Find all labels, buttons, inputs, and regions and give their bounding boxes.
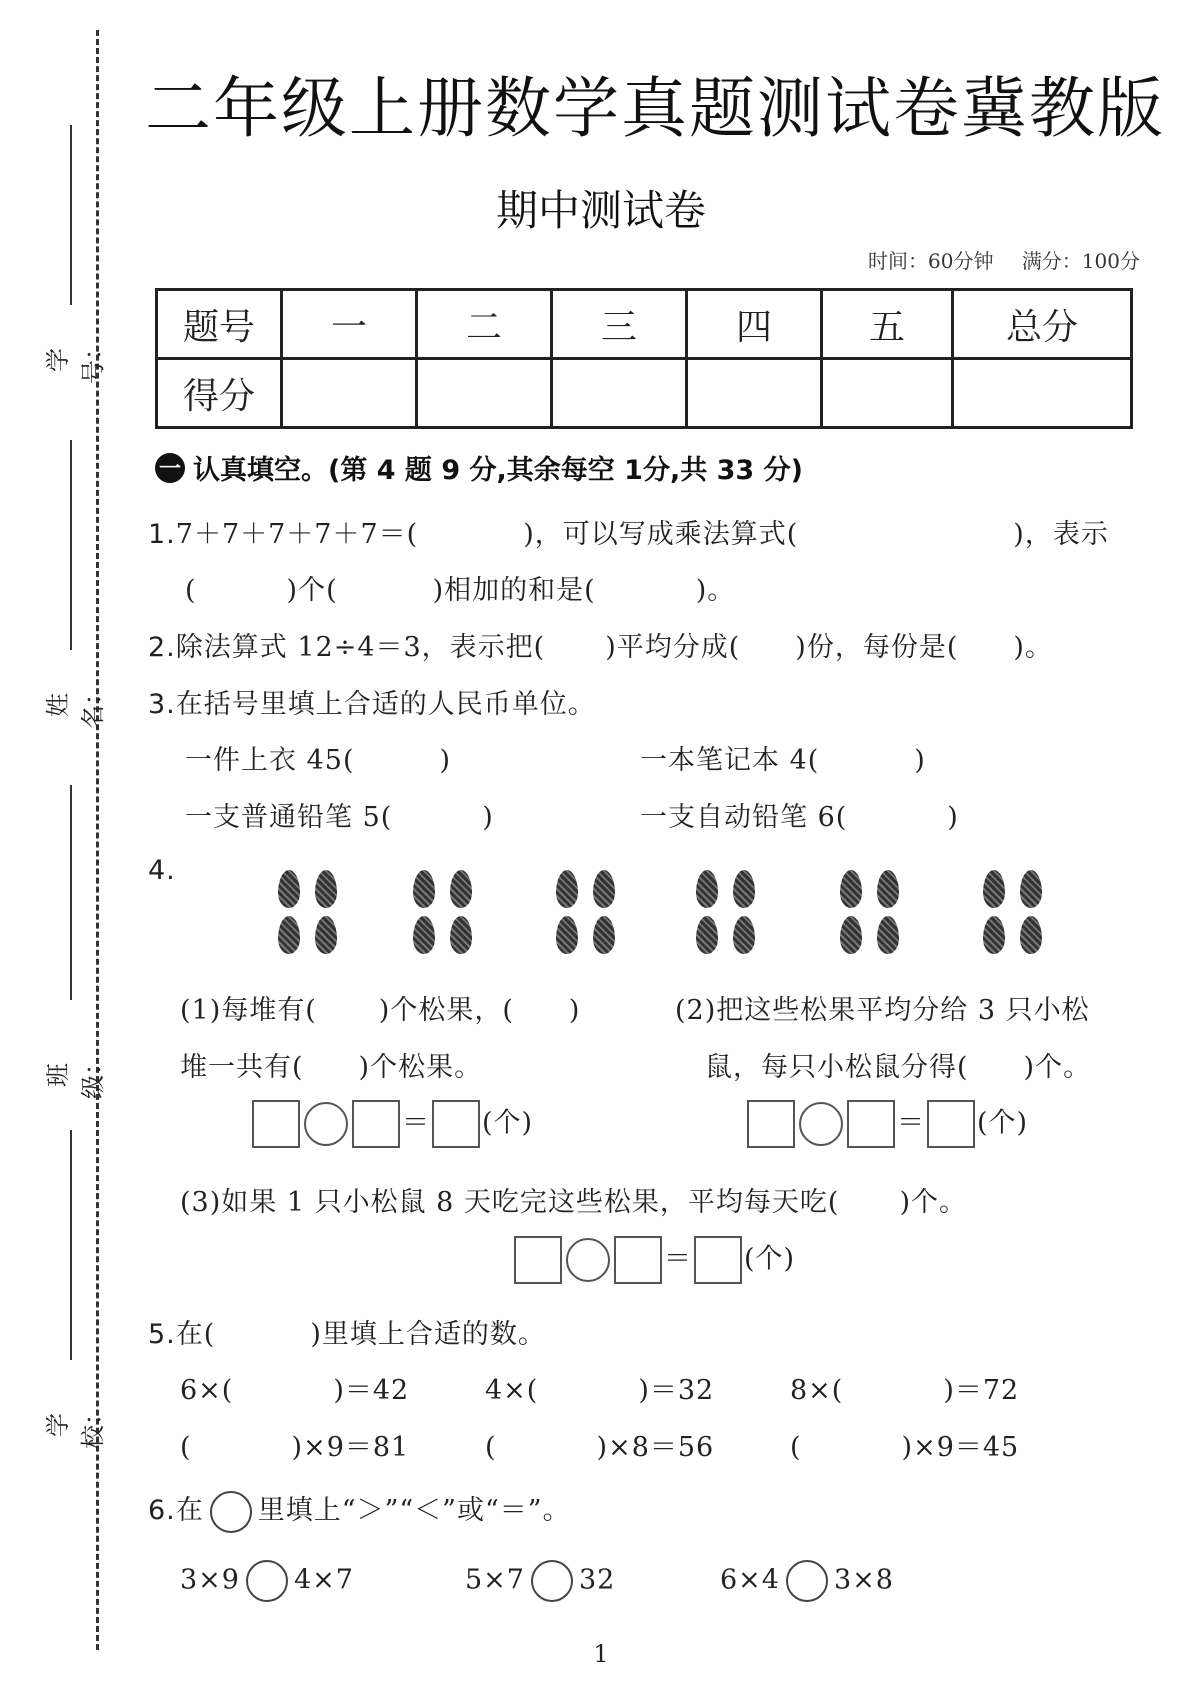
page-subtitle: 期中测试卷 xyxy=(495,186,706,235)
full-score: 满分：100分 xyxy=(1021,249,1140,273)
q3-item-1 xyxy=(185,738,451,777)
q6-text: 在 xyxy=(175,1495,204,1526)
q5-text: )×9＝81 xyxy=(291,1432,410,1463)
score-cell[interactable] xyxy=(417,359,552,428)
pinecone-icon xyxy=(593,916,615,954)
q6-item-3 xyxy=(720,1560,894,1602)
table-header-cell: 一 xyxy=(282,290,417,359)
q3-item-text: ) xyxy=(482,802,494,833)
q5-text: )＝42 xyxy=(333,1375,410,1406)
pinecone-pile xyxy=(837,870,907,960)
time-limit: 时间：60分钟 xyxy=(868,249,994,273)
unit-label: (个) xyxy=(977,1107,1029,1139)
school-label: 学校： xyxy=(44,1401,107,1449)
q5-text: )×8＝56 xyxy=(596,1432,715,1463)
question-number: 2. xyxy=(148,632,176,663)
table-header-cell: 总分 xyxy=(953,290,1132,359)
name-line xyxy=(70,440,72,650)
pinecone-pile xyxy=(275,870,345,960)
table-row-label: 得分 xyxy=(157,359,282,428)
q6-text: 3×9 xyxy=(180,1564,240,1596)
q1-text: )个( xyxy=(286,575,338,606)
q3-text: 在括号里填上合适的人民币单位。 xyxy=(175,689,596,720)
q6-text: 5×7 xyxy=(465,1564,525,1596)
table-header-cell: 二 xyxy=(417,290,552,359)
q4-text: )个松果，( xyxy=(378,995,514,1026)
q4-text: ) xyxy=(568,995,581,1026)
score-cell[interactable] xyxy=(953,359,1132,428)
q2-text: )份，每份是( xyxy=(795,632,959,663)
pinecone-icon xyxy=(1020,916,1042,954)
table-header-cell: 四 xyxy=(687,290,822,359)
q2-text: )平均分成( xyxy=(605,632,741,663)
pinecone-icon xyxy=(840,870,862,908)
answer-box[interactable] xyxy=(694,1236,742,1284)
section-heading xyxy=(155,448,803,487)
q3-item-text: 一本笔记本 4( xyxy=(640,745,820,776)
q3-item-text: ) xyxy=(439,745,452,776)
q5-text: )×9＝45 xyxy=(901,1432,1020,1463)
pinecone-icon xyxy=(733,870,755,908)
answer-box[interactable] xyxy=(514,1236,562,1284)
q4-part-2-line-1 xyxy=(675,988,1090,1027)
q3-item-4 xyxy=(640,795,959,834)
pinecone-pile xyxy=(553,870,623,960)
question-4 xyxy=(148,855,176,886)
unit-label: (个) xyxy=(482,1107,534,1139)
q5-text: ( xyxy=(485,1432,497,1463)
question-number: 4. xyxy=(148,855,176,886)
pinecone-pile xyxy=(980,870,1050,960)
q5-row-2-item-1 xyxy=(180,1425,409,1464)
pinecone-icon xyxy=(413,916,435,954)
question-6 xyxy=(148,1488,571,1533)
answer-box[interactable] xyxy=(432,1100,480,1148)
score-table-header-row xyxy=(157,290,1132,359)
q6-text: 32 xyxy=(578,1564,616,1596)
student-id-label: 学号： xyxy=(44,336,107,384)
q6-text: 3×8 xyxy=(833,1564,894,1596)
q4-text: )个。 xyxy=(1023,1052,1092,1083)
q4-part-2-line-2 xyxy=(705,1045,1091,1084)
score-cell[interactable] xyxy=(282,359,417,428)
section-marker: 一 xyxy=(155,453,185,483)
pinecone-icon xyxy=(733,916,755,954)
operator-circle[interactable] xyxy=(304,1102,348,1146)
pinecone-icon xyxy=(556,916,578,954)
q1-text: 7＋7＋7＋7＋7＝( xyxy=(175,519,419,550)
q3-item-text: 一支自动铅笔 6( xyxy=(640,802,848,833)
pinecone-icon xyxy=(278,916,300,954)
question-number: 1. xyxy=(148,519,176,550)
pinecone-icon xyxy=(315,870,337,908)
pinecone-icon xyxy=(556,870,578,908)
pinecone-icon xyxy=(696,870,718,908)
answer-box[interactable] xyxy=(252,1100,300,1148)
q4-part-1-line-2 xyxy=(180,1045,482,1084)
q6-text: 里填上“＞”“＜”或“＝”。 xyxy=(257,1495,571,1526)
question-1-line-2 xyxy=(185,568,735,607)
q3-item-3 xyxy=(185,795,494,834)
q5-text: ( xyxy=(790,1432,802,1463)
q6-text: 6×4 xyxy=(720,1564,780,1596)
question-3 xyxy=(148,682,596,721)
pinecone-icon xyxy=(315,916,337,954)
q5-text: )＝32 xyxy=(638,1375,715,1406)
q5-text: )＝72 xyxy=(943,1375,1020,1406)
question-1-line-1 xyxy=(148,512,1109,551)
operator-circle[interactable] xyxy=(799,1102,843,1146)
section-title: 认真填空。(第 4 题 9 分,其余每空 1分,共 33 分) xyxy=(193,455,803,486)
q4-text: (2)把这些松果平均分给 3 只小松 xyxy=(675,995,1090,1026)
score-table-score-row xyxy=(157,359,1132,428)
equals-sign: ＝ xyxy=(402,1107,430,1139)
pinecone-pile xyxy=(693,870,763,960)
q4-text: 鼠，每只小松鼠分得( xyxy=(705,1052,969,1083)
q1-text: )相加的和是( xyxy=(432,575,596,606)
score-cell[interactable] xyxy=(822,359,953,428)
pinecone-icon xyxy=(877,916,899,954)
q3-item-text: 一件上衣 45( xyxy=(185,745,355,776)
compare-circle[interactable] xyxy=(786,1560,828,1602)
equals-sign: ＝ xyxy=(897,1107,925,1139)
q4-equation-1 xyxy=(250,1100,533,1148)
q4-text: (1)每堆有( xyxy=(180,995,317,1026)
pinecone-icon xyxy=(413,870,435,908)
q5-row-1-item-2 xyxy=(485,1368,714,1407)
q5-text: ( xyxy=(180,1432,192,1463)
compare-circle[interactable] xyxy=(246,1560,288,1602)
exam-meta xyxy=(846,245,1140,274)
pinecone-icon xyxy=(840,916,862,954)
q5-row-2-item-3 xyxy=(790,1425,1019,1464)
table-header-cell: 五 xyxy=(822,290,953,359)
pinecone-pile xyxy=(410,870,480,960)
equals-sign: ＝ xyxy=(664,1243,692,1275)
q5-text: 6×( xyxy=(180,1375,234,1406)
question-number: 3. xyxy=(148,689,176,720)
compare-circle[interactable] xyxy=(531,1560,573,1602)
answer-box[interactable] xyxy=(747,1100,795,1148)
answer-box[interactable] xyxy=(927,1100,975,1148)
q5-row-2-item-2 xyxy=(485,1425,714,1464)
q4-text: )个。 xyxy=(899,1187,968,1218)
class-line xyxy=(70,785,72,1000)
operator-circle[interactable] xyxy=(566,1238,610,1282)
table-header-cell: 题号 xyxy=(157,290,282,359)
q4-text: )个松果。 xyxy=(358,1052,483,1083)
q4-part-1-line-1 xyxy=(180,988,580,1027)
name-label: 姓名： xyxy=(44,681,107,729)
class-label: 班级： xyxy=(44,1051,107,1099)
q4-text: 堆一共有( xyxy=(180,1052,304,1083)
q6-text: 4×7 xyxy=(293,1564,354,1596)
pinecone-icon xyxy=(450,916,472,954)
q4-equation-3 xyxy=(512,1236,795,1284)
pinecone-icon xyxy=(278,870,300,908)
pinecone-icon xyxy=(450,870,472,908)
question-5 xyxy=(148,1312,546,1351)
q1-text: ( xyxy=(185,575,197,606)
pinecone-icon xyxy=(696,916,718,954)
q3-item-text: ) xyxy=(947,802,959,833)
q4-text: (3)如果 1 只小松鼠 8 天吃完这些松果，平均每天吃( xyxy=(180,1187,840,1218)
q3-item-text: 一支普通铅笔 5( xyxy=(185,802,393,833)
q1-text: )，可以写成乘法算式( xyxy=(523,519,799,550)
q4-part-3 xyxy=(180,1180,967,1219)
circle-icon xyxy=(210,1491,252,1533)
question-number: 6. xyxy=(148,1495,176,1526)
page-number: 1 xyxy=(593,1640,609,1668)
q6-item-2 xyxy=(465,1560,615,1602)
pinecone-icon xyxy=(983,916,1005,954)
q5-text: 在( xyxy=(175,1319,216,1350)
q1-text: )，表示 xyxy=(1013,519,1109,550)
q4-equation-2 xyxy=(745,1100,1028,1148)
unit-label: (个) xyxy=(744,1243,796,1275)
q5-row-1-item-1 xyxy=(180,1368,409,1407)
answer-box[interactable] xyxy=(352,1100,400,1148)
score-cell[interactable] xyxy=(552,359,687,428)
q6-item-1 xyxy=(180,1560,354,1602)
pinecone-icon xyxy=(593,870,615,908)
q5-text: )里填上合适的数。 xyxy=(310,1319,546,1350)
q5-text: 4×( xyxy=(485,1375,539,1406)
q3-item-2 xyxy=(640,738,926,777)
pinecone-icon xyxy=(983,870,1005,908)
q5-row-1-item-3 xyxy=(790,1368,1019,1407)
question-number: 5. xyxy=(148,1319,176,1350)
table-header-cell: 三 xyxy=(552,290,687,359)
pinecone-icon xyxy=(877,870,899,908)
q2-text: 除法算式 12÷4＝3，表示把( xyxy=(175,632,546,663)
school-line xyxy=(70,1130,72,1360)
page-title: 二年级上册数学真题测试卷冀教版 xyxy=(145,70,1165,147)
q5-text: 8×( xyxy=(790,1375,844,1406)
answer-box[interactable] xyxy=(847,1100,895,1148)
score-table xyxy=(155,288,1133,429)
q2-text: )。 xyxy=(1013,632,1053,663)
question-2 xyxy=(148,625,1053,664)
pinecone-icon xyxy=(1020,870,1042,908)
q1-text: )。 xyxy=(695,575,736,606)
q3-item-text: ) xyxy=(914,745,926,776)
answer-box[interactable] xyxy=(614,1236,662,1284)
score-cell[interactable] xyxy=(687,359,822,428)
